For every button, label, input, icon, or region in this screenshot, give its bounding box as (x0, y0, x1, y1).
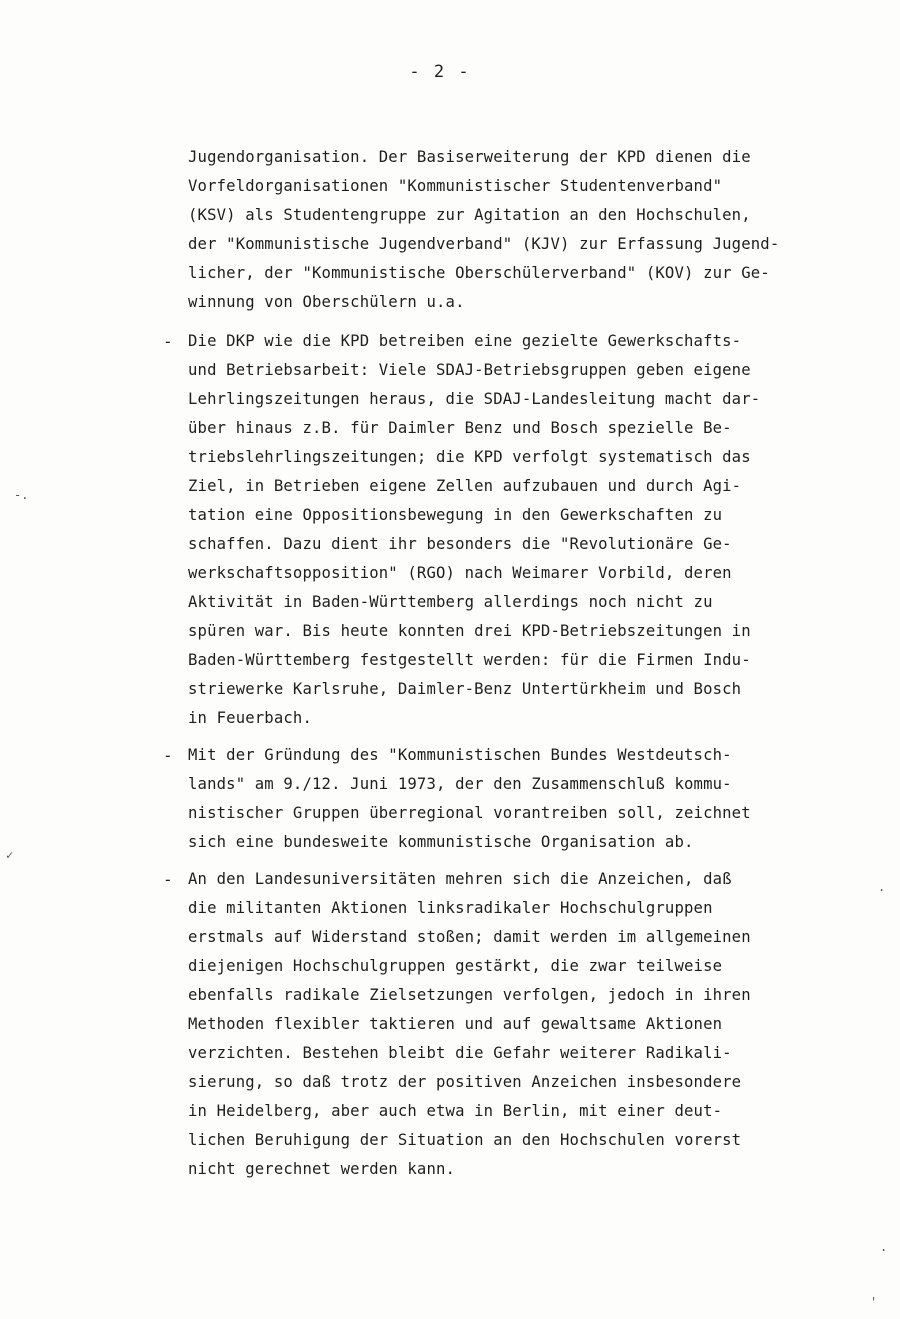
text-line: Ziel, in Betrieben eigene Zellen aufzubauen und durch Agi- (188, 477, 742, 495)
bullet-paragraph-kbw-founding (188, 741, 888, 857)
bullet-paragraph-universities (188, 865, 888, 1184)
text-line: triebslehrlingszeitungen; die KPD verfolgt systematisch das (188, 448, 751, 466)
text-line: Aktivität in Baden-Württemberg allerdings noch nicht zu (188, 593, 713, 611)
text-line: winnung von Oberschülern u.a. (188, 293, 465, 311)
text-line: der "Kommunistische Jugendverband" (KJV) zur Erfassung Jugend- (188, 235, 780, 253)
text-line: Methoden flexibler taktieren und auf gewaltsame Aktionen (188, 1015, 723, 1033)
text-line: licher, der "Kommunistische Oberschülerverband" (KOV) zur Ge- (188, 264, 770, 282)
text-line: lichen Beruhigung der Situation an den Hochschulen vorerst (188, 1131, 742, 1149)
text-line: die militanten Aktionen linksradikaler Hochschulgruppen (188, 899, 713, 917)
intro-paragraph (188, 143, 888, 317)
text-line: (KSV) als Studentengruppe zur Agitation an den Hochschulen, (188, 206, 751, 224)
text-line: Jugendorganisation. Der Basiserweiterung der KPD dienen die (188, 148, 751, 166)
text-line: schaffen. Dazu dient ihr besonders die "Revolutionäre Ge- (188, 535, 732, 553)
bullet-marker: - (163, 332, 173, 351)
scan-speck-mark: ✓ (6, 848, 14, 862)
text-line: in Heidelberg, aber auch etwa in Berlin, mit einer deut- (188, 1102, 723, 1120)
text-line: Baden-Württemberg festgestellt werden: für die Firmen Indu- (188, 651, 751, 669)
scan-speck-mark: . (880, 1240, 888, 1254)
scan-speck-mark: . (878, 880, 886, 894)
text-line: nistischer Gruppen überregional vorantreiben soll, zeichnet (188, 804, 751, 822)
text-line: ebenfalls radikale Zielsetzungen verfolgen, jedoch in ihren (188, 986, 751, 1004)
text-line: Die DKP wie die KPD betreiben eine gezielte Gewerkschafts- (188, 332, 742, 350)
page-number: - 2 - (409, 62, 471, 82)
text-line: in Feuerbach. (188, 709, 312, 727)
text-line: An den Landesuniversitäten mehren sich die Anzeichen, daß (188, 870, 732, 888)
text-line: lands" am 9./12. Juni 1973, der den Zusammenschluß kommu- (188, 775, 732, 793)
text-line: über hinaus z.B. für Daimler Benz und Bosch spezielle Be- (188, 419, 732, 437)
text-line: verzichten. Bestehen bleibt die Gefahr weiterer Radikali- (188, 1044, 732, 1062)
scan-speck-mark: ' (870, 1295, 878, 1309)
text-line: erstmals auf Widerstand stoßen; damit werden im allgemeinen (188, 928, 751, 946)
text-line: tation eine Oppositionsbewegung in den Gewerkschaften zu (188, 506, 723, 524)
text-line: werkschaftsopposition" (RGO) nach Weimarer Vorbild, deren (188, 564, 732, 582)
bullet-marker: - (163, 746, 173, 765)
text-line: Vorfeldorganisationen "Kommunistischer Studentenverband" (188, 177, 723, 195)
text-line: Lehrlingszeitungen heraus, die SDAJ-Landesleitung macht dar- (188, 390, 761, 408)
text-line: nicht gerechnet werden kann. (188, 1160, 456, 1178)
text-line: und Betriebsarbeit: Viele SDAJ-Betriebsgruppen geben eigene (188, 361, 751, 379)
text-line: Mit der Gründung des "Kommunistischen Bundes Westdeutsch- (188, 746, 732, 764)
text-line: sierung, so daß trotz der positiven Anzeichen insbesondere (188, 1073, 742, 1091)
scan-speck-mark: -. (14, 488, 29, 502)
text-line: sich eine bundesweite kommunistische Organisation ab. (188, 833, 694, 851)
bullet-paragraph-trade-union-work (188, 327, 888, 733)
text-line: diejenigen Hochschulgruppen gestärkt, die zwar teilweise (188, 957, 723, 975)
text-line: striewerke Karlsruhe, Daimler-Benz Untertürkheim und Bosch (188, 680, 742, 698)
text-line: spüren war. Bis heute konnten drei KPD-Betriebszeitungen in (188, 622, 751, 640)
bullet-marker: - (163, 870, 173, 889)
